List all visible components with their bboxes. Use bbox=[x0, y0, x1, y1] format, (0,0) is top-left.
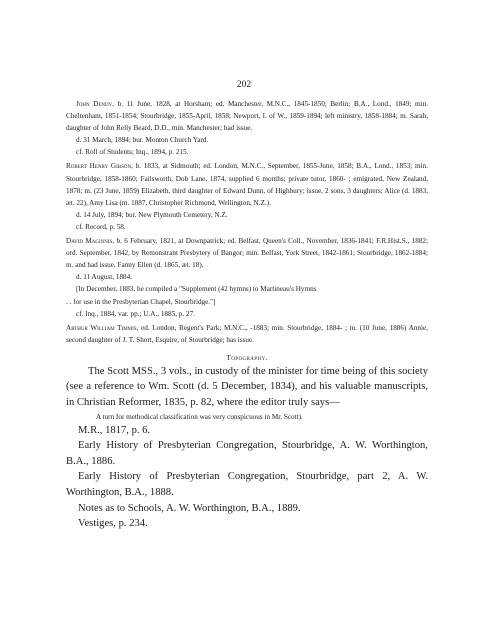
entry-dendy bbox=[66, 98, 428, 134]
topography-ref: Vestiges, p. 234. bbox=[78, 518, 148, 530]
topography-ref: Notes as to Schools, A. W. Worthington, B.A., 1889. bbox=[78, 502, 301, 514]
topography-ref: Early History of Presbyterian Congregation, Stourbridge, A. W. Worthington, B.A., 1886. bbox=[66, 440, 428, 467]
entry-ref: cf. Roll of Students; Inq., 1894, p. 215. bbox=[76, 148, 189, 157]
entry-name: Arthur William Timmis, bbox=[66, 323, 139, 332]
entry-timmis bbox=[66, 322, 428, 346]
topography-section bbox=[66, 364, 428, 532]
topography-ref: M.R., 1817, p. 6. bbox=[78, 424, 151, 436]
entry-text: ed. London, Regent's Park; M.N.C., -1883; min. Stourbridge, 1884- ; m. (10 June, 1886) Annie, second daughter of J. T. Short, Esquire, of Stourbridge; has issue. bbox=[66, 323, 429, 344]
entry-death: d. 14 July, 1894; bur. New Plymouth Cemetery, N.Z. bbox=[76, 210, 228, 219]
entry-text: b. 11 June, 1828, at Horsham; ed. Manchester, M.N.C., 1845-1850; Berlin; B.A., Lond., 1849; min. Cheltenham, 1851-1854; Stourbridge, 1855-April, 1858; Newport, I. of W., 1859-1894; left ministry, 1858-1884; m. Sarah, daughter of John Relly Beard, D.D., min. Manchester; had issue. bbox=[66, 100, 428, 133]
entry-maginnis bbox=[66, 235, 428, 271]
topography-paragraph: The Scott MSS., 3 vols., in custody of the minister for time being of this society (see a reference to Wm. Scott (d. 5 December, 1834), and his valuable manuscripts, in Christian Reformer, 1835, p. 82, where the editor truly says— bbox=[66, 365, 428, 409]
entry-name: Robert Henry Gibson, bbox=[66, 162, 133, 171]
entry-text: b. 6 February, 1821, at Downpatrick; ed. Belfast, Queen's Coll., November, 1836-1841; F.R.Hist.S., 1882; ord. September, 1842, by Remonstrant Presbytery of Bangor; min. Belfast, York Street, 1842-1861; Stourbridge, 1862-1884; m. and had issue, Fanny Ellen (d. 1865, æt. 18). bbox=[66, 237, 428, 270]
entry-ref: cf. Record, p. 58. bbox=[76, 222, 126, 231]
entry-note-continued: . . for use in the Presbyterian Chapel, Stourbridge."] bbox=[66, 297, 216, 306]
entry-note: [In December, 1883, he compiled a "Supplement (42 hymns) to Martineau's Hymns bbox=[76, 285, 317, 294]
entry-gibson bbox=[66, 160, 428, 208]
entry-death: d. 31 March, 1894; bur. Monton Church Yard. bbox=[76, 136, 209, 145]
text-column bbox=[66, 98, 428, 532]
topography-quote: A turn for methodical classification was very conspicuous in Mr. Scott). bbox=[96, 412, 303, 421]
entry-name: John Dendy, bbox=[76, 100, 115, 108]
entry-ref: cf. Inq., 1884, var. pp.; U.A., 1885, p. 27. bbox=[76, 309, 195, 318]
page-number: 202 bbox=[236, 80, 252, 90]
topography-ref: Early History of Presbyterian Congregation, Stourbridge, part 2, A. W. Worthington, B.A., 1888. bbox=[66, 471, 428, 499]
entry-text: b. 1833, at Sidmouth; ed. London, M.N.C., September, 1855-June, 1858; B.A., Lond., 1853; min. Stourbridge, 1858-1860; Failsworth, Dob Lane, 1874, supplied 6 months; private tutor, 1860- ; emigrated, New Zealand, 1878; m. (23 June, 1859) Elizabeth, third daughter of Edward Dunn, of Highbury; issue, 2 sons, 3 daughters; Alice (d. 1883, æt. 22), Amy Lisa (m. 1887, Christopher Richmond, Wellington, N.Z.). bbox=[66, 162, 428, 207]
entry-death: d. 11 August, 1884. bbox=[76, 273, 133, 282]
topography-heading: Topography. bbox=[226, 352, 268, 362]
entry-name: David Maginnis, bbox=[66, 237, 115, 246]
biographical-entries bbox=[66, 98, 428, 346]
